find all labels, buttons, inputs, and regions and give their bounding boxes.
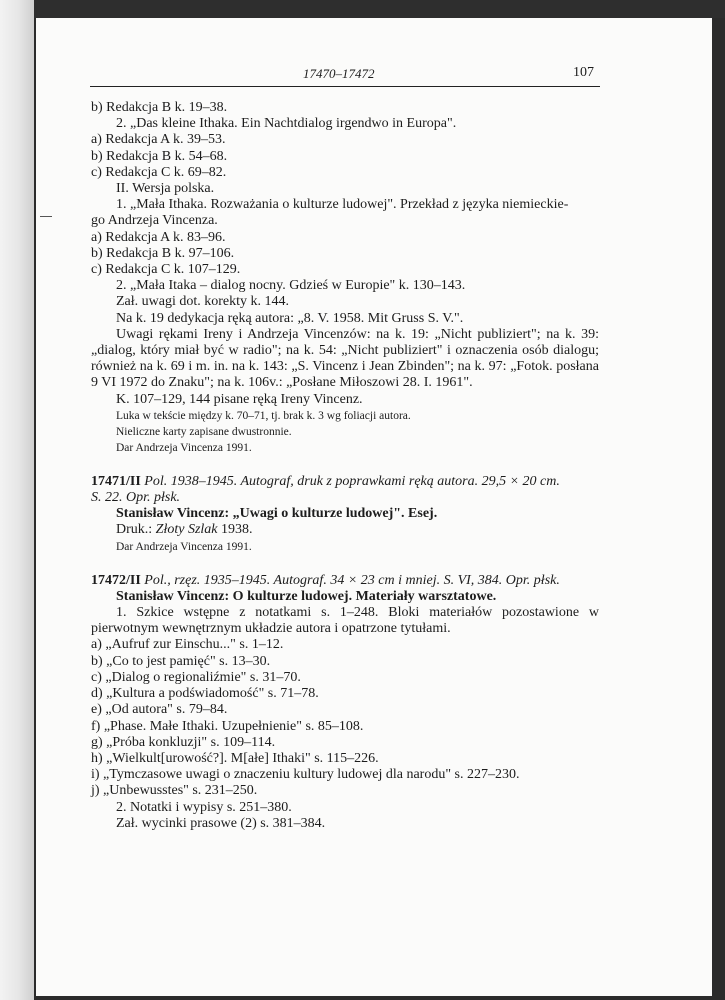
contents-paragraph: 1. Szkice wstępne z notatkami s. 1–248. Bloki materiałów pozostawione w pierwotnym wewnętrznym układzie autora i opatrzone tytułami. xyxy=(91,605,599,637)
margin-tick-mark xyxy=(40,216,52,217)
entry-id: 17472/II xyxy=(91,572,141,588)
text-line: b) Redakcja B k. 54–68. xyxy=(91,148,228,164)
list-item: d) „Kultura a podświadomość" s. 71–78. xyxy=(91,686,319,702)
entry-physical-description: Pol. 1938–1945. Autograf, druk z poprawkami ręką autora. 29,5 × 20 cm. xyxy=(140,473,560,489)
text-line: II. Wersja polska. xyxy=(116,181,215,197)
list-item: i) „Tymczasowe uwagi o znaczeniu kultury ludowej dla narodu" s. 227–230. xyxy=(91,767,520,783)
small-note: Luka w tekście między k. 70–71, tj. brak k. 3 wg foliacji autora. xyxy=(116,409,411,422)
publication-label: Druk.: xyxy=(116,522,156,538)
list-item: f) „Phase. Małe Ithaki. Uzupełnienie" s. 85–108. xyxy=(91,718,364,734)
text-line: go Andrzeja Vincenza. xyxy=(91,213,218,229)
text-line: c) Redakcja C k. 107–129. xyxy=(91,262,241,278)
provenance-note: Dar Andrzeja Vincenza 1991. xyxy=(116,441,252,454)
page-number: 107 xyxy=(573,65,594,80)
publication-title: Złoty Szlak xyxy=(155,522,218,538)
text-line: a) Redakcja A k. 83–96. xyxy=(91,229,226,245)
publication-line xyxy=(91,522,599,538)
entry-physical-description: Pol., rzęz. 1935–1945. Autograf. 34 × 23 cm i mniej. S. VI, 384. Opr. płsk. xyxy=(140,572,560,588)
provenance-note: Dar Andrzeja Vincenza 1991. xyxy=(116,540,252,553)
text-line: Na k. 19 dedykacja ręką autora: „8. V. 1958. Mit Gruss S. V.". xyxy=(116,310,464,326)
text-line: b) Redakcja B k. 97–106. xyxy=(91,245,235,261)
running-header-title: 17470–17472 xyxy=(303,66,375,81)
text-line: 2. „Mała Itaka – dialog nocny. Gdzieś w Europie" k. 130–143. xyxy=(116,278,466,294)
entry-title: Stanisław Vincenz: „Uwagi o kulturze ludowej". Esej. xyxy=(116,506,438,522)
text-line: K. 107–129, 144 pisane ręką Ireny Vincenz. xyxy=(116,391,363,407)
entry-heading xyxy=(91,573,599,589)
catalog-entry-17470-continued xyxy=(91,100,599,456)
text-line: Zał. wycinki prasowe (2) s. 381–384. xyxy=(116,815,326,831)
running-header xyxy=(90,66,600,87)
adjacent-page-edge xyxy=(0,0,34,1000)
text-line: 2. „Das kleine Ithaka. Ein Nachtdialog irgendwo in Europa". xyxy=(116,116,457,132)
text-line: b) Redakcja B k. 19–38. xyxy=(91,100,228,115)
scan-background xyxy=(0,0,725,18)
publication-year: 1938. xyxy=(217,522,253,538)
entry-heading xyxy=(91,474,599,490)
catalog-entry-17472 xyxy=(91,573,599,832)
notes-paragraph: Uwagi rękami Ireny i Andrzeja Vincenzów: na k. 19: „Nicht publiziert"; na k. 39: „dialog, który miał być w radio"; na k. 54: „Nicht publiziert" i oznaczenia osób dialogu; również na k. 69 i m. in. na k. 143: „S. Vincenz i Jean Zbinden"; na k. 97: „Fotok. posłana 9 VI 1972 do Znaku"; na k. 106v.: „Posłane Miłoszowi 28. I. 1961". xyxy=(91,326,599,391)
text-line: 1. „Mała Ithaka. Rozważania o kulturze ludowej". Przekład z języka niemieckie- xyxy=(116,197,569,213)
list-item: h) „Wielkult[urowość?]. M[ałe] Ithaki" s. 115–226. xyxy=(91,750,379,766)
list-item: c) „Dialog o regionaliźmie" s. 31–70. xyxy=(91,669,301,685)
catalog-entry-17471 xyxy=(91,474,599,555)
list-item: a) „Aufruf zur Einschu..." s. 1–12. xyxy=(91,637,284,653)
text-line: 2. Notatki i wypisy s. 251–380. xyxy=(116,799,292,815)
entry-title: Stanisław Vincenz: O kulturze ludowej. Materiały warsztatowe. xyxy=(116,588,497,604)
list-item: j) „Unbewusstes" s. 231–250. xyxy=(91,783,258,799)
small-note: Nieliczne karty zapisane dwustronnie. xyxy=(116,425,292,438)
list-item: g) „Próba konkluzji" s. 109–114. xyxy=(91,734,276,750)
text-line: Zał. uwagi dot. korekty k. 144. xyxy=(116,294,290,310)
list-item: b) „Co to jest pamięć" s. 13–30. xyxy=(91,653,271,669)
entry-physical-description-cont: S. 22. Opr. płsk. xyxy=(91,490,181,506)
text-line: a) Redakcja A k. 39–53. xyxy=(91,132,226,148)
list-item: e) „Od autora" s. 79–84. xyxy=(91,702,228,718)
entry-id: 17471/II xyxy=(91,473,141,489)
catalog-text xyxy=(91,100,599,832)
text-line: c) Redakcja C k. 69–82. xyxy=(91,164,227,180)
